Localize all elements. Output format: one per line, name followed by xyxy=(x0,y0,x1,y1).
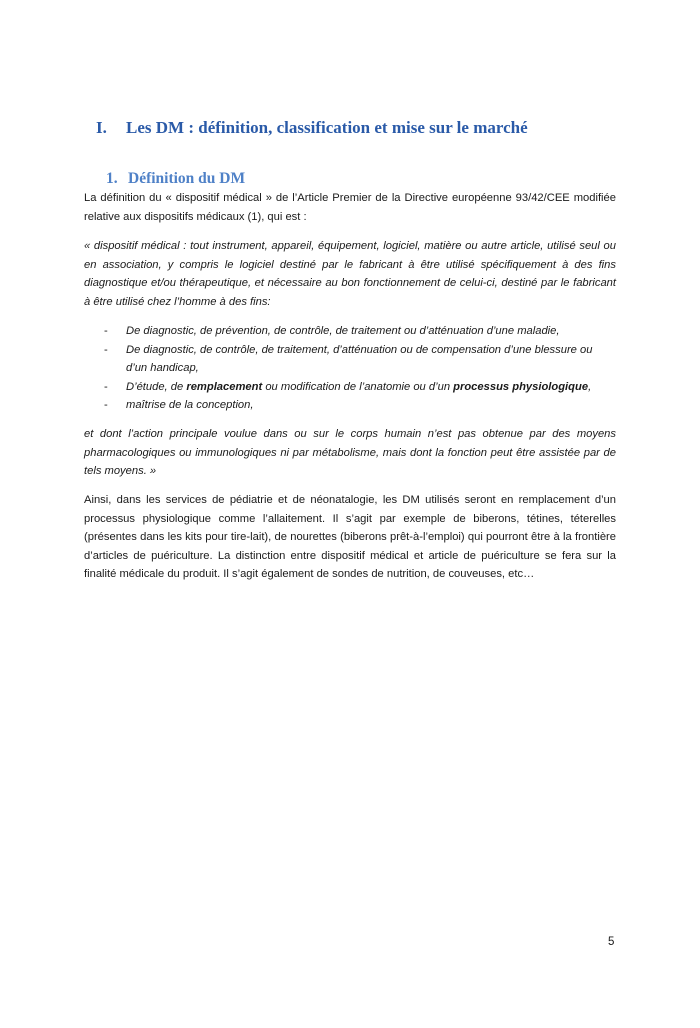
quote-closing-paragraph: et dont l’action principale voulue dans ou sur le corps humain n’est pas obtenue par des moyens pharmacologiques ou immunologiques ni par métabolisme, mais dont la fonction peut être assistée par de tels moyens. » xyxy=(84,428,616,477)
list-item-text: , xyxy=(588,380,592,393)
section-heading xyxy=(96,118,528,138)
list-item xyxy=(84,378,616,397)
list-item-text: ou modification de l’anatomie ou d’un xyxy=(262,380,454,393)
list-item xyxy=(84,341,616,378)
subsection-number: 1. xyxy=(106,170,118,187)
list-dash: - xyxy=(104,343,108,356)
subsection-title: Définition du DM xyxy=(128,170,246,187)
page-number: 5 xyxy=(608,936,615,948)
list-item xyxy=(84,322,616,341)
list-item-text: maîtrise de la conception, xyxy=(126,399,254,411)
body-paragraph: Ainsi, dans les services de pédiatrie et de néonatalogie, les DM utilisés seront en remplacement d’un processus physiologique comme l’allaitement. Il s’agit par exemple de biberons, tétines, téterelles (présentes dans les kits pour tire-lait), de nourettes (biberons prêt-à-l’emploi) qui pourront être à la frontière d’articles de puériculture. La distinction entre dispositif médical et article de puériculture se fera sur la finalité médicale du produit. Il s’agit également de sondes de nutrition, de couveuses, etc… xyxy=(84,494,616,580)
subsection-heading xyxy=(106,170,245,188)
list-item xyxy=(84,396,616,415)
emphasis-processus: processus physiologique xyxy=(453,380,589,393)
list-item-text: De diagnostic, de contrôle, de traitement, d’atténuation ou de compensation d’une blessure ou d’un handicap, xyxy=(126,343,593,374)
section-number: I. xyxy=(96,118,107,137)
quote-opening-paragraph: « dispositif médical : tout instrument, appareil, équipement, logiciel, matière ou autre article, utilisé seul ou en association, y compris le logiciel destiné par le fabricant à être utilisé spécifiquement à des fins diagnostique et/ou thérapeutique, et nécessaire au bon fonctionnement de celui-ci, destiné par le fabricant à être utilisé chez l’homme à des fins: xyxy=(84,240,616,308)
list-item-text: D’étude, de xyxy=(126,380,187,393)
section-title: Les DM : définition, classification et mise sur le marché xyxy=(126,118,528,137)
list-dash: - xyxy=(104,325,108,337)
list-dash: - xyxy=(104,399,108,411)
list-dash: - xyxy=(104,380,108,393)
purpose-list xyxy=(84,322,616,415)
intro-paragraph: La définition du « dispositif médical » de l’Article Premier de la Directive européenne 93/42/CEE modifiée relative aux dispositifs médicaux (1), qui est : xyxy=(84,192,616,223)
list-item-text: De diagnostic, de prévention, de contrôle, de traitement ou d’atténuation d’une maladie, xyxy=(126,325,560,337)
emphasis-remplacement: remplacement xyxy=(186,380,263,393)
